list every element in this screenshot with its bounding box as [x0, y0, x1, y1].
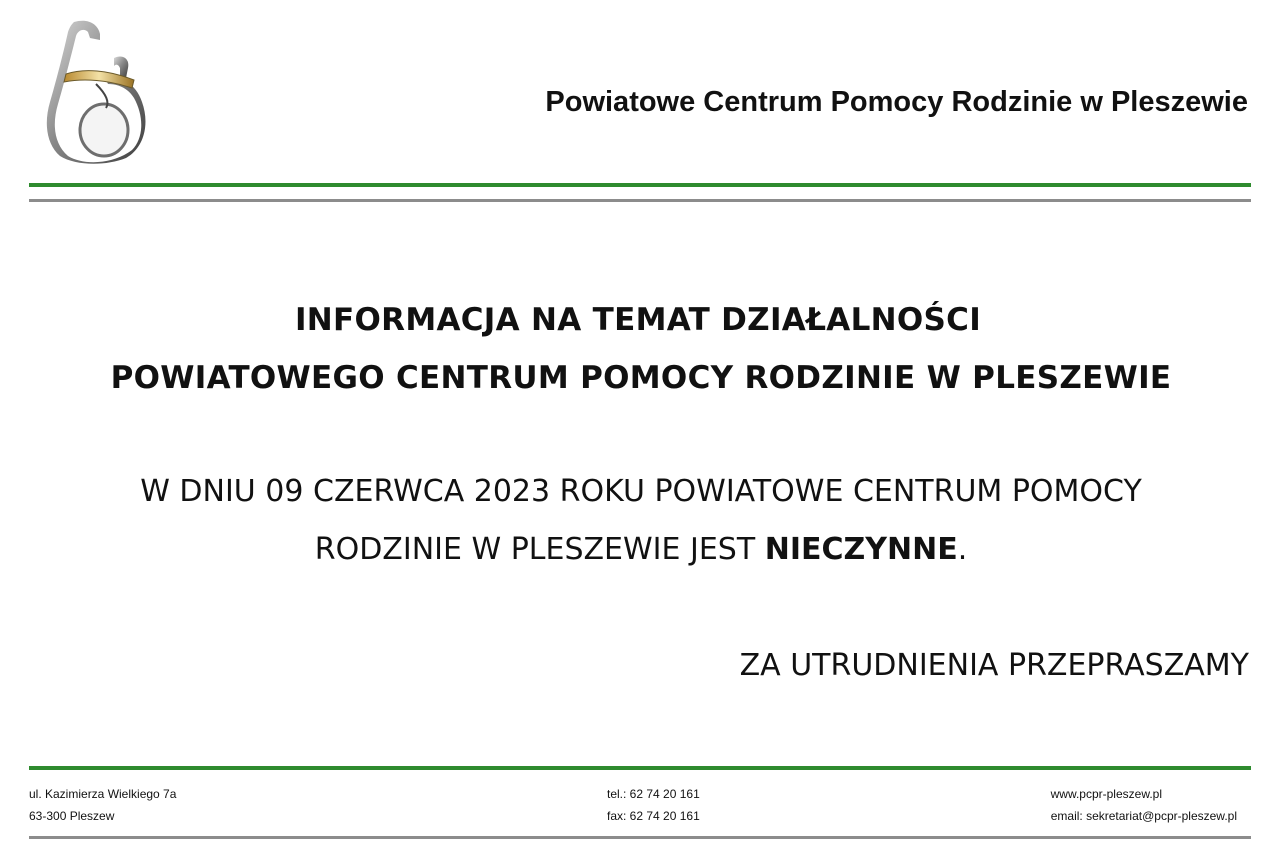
footer-phone: tel.: 62 74 20 161 — [607, 787, 700, 801]
footer-fax: fax: 62 74 20 161 — [607, 809, 700, 823]
footer-divider-gray — [29, 836, 1251, 839]
notice-line-2 — [0, 532, 1282, 567]
header-divider-gray — [29, 199, 1251, 202]
page-title-line-2: POWIATOWEGO CENTRUM POMOCY RODZINIE W PLESZEWIE — [110, 360, 1172, 396]
pcpr-logo-icon — [44, 18, 148, 164]
footer-email-link[interactable]: email: sekretariat@pcpr-pleszew.pl — [1050, 809, 1237, 823]
footer-address-street: ul. Kazimierza Wielkiego 7a — [29, 787, 177, 801]
footer-divider-green — [29, 766, 1251, 770]
footer-website-link[interactable]: www.pcpr-pleszew.pl — [1050, 787, 1162, 801]
notice-line-2-suffix: . — [957, 532, 968, 567]
apology-text: ZA UTRUDNIENIA PRZEPRASZAMY — [739, 648, 1249, 683]
page-title-line-1: INFORMACJA NA TEMAT DZIAŁALNOŚCI — [294, 302, 982, 338]
notice-line-2-prefix: RODZINIE W PLESZEWIE JEST — [314, 532, 765, 567]
notice-closed-status: NIECZYNNE — [764, 532, 958, 567]
notice-line-1: W DNIU 09 CZERWCA 2023 ROKU POWIATOWE CENTRUM POMOCY — [140, 474, 1142, 509]
organization-name: Powiatowe Centrum Pomocy Rodzinie w Pleszewie — [545, 86, 1248, 118]
header-divider-green — [29, 183, 1251, 187]
footer-address-city: 63-300 Pleszew — [29, 809, 115, 823]
